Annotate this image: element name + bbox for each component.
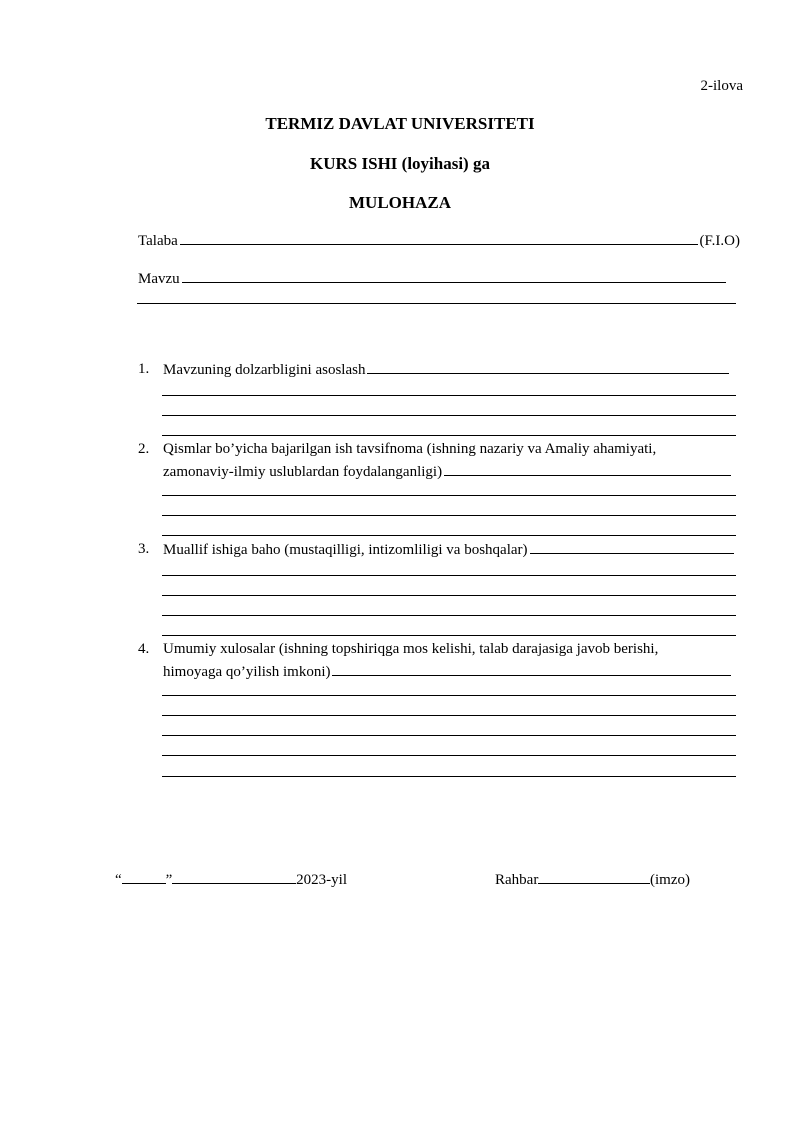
item-1-row xyxy=(163,360,731,379)
topic-row xyxy=(138,269,728,288)
signature-suffix: (imzo) xyxy=(650,872,690,888)
item-3-field[interactable] xyxy=(530,540,734,554)
document-subtitle: KURS ISHI (loyihasi) ga xyxy=(310,154,490,173)
supervisor-label: Rahbar xyxy=(495,872,539,888)
item-3-row xyxy=(163,540,736,559)
item-2-answer-line[interactable] xyxy=(162,535,736,536)
item-4-answer-line[interactable] xyxy=(162,735,736,736)
topic-field[interactable] xyxy=(182,269,726,283)
item-4-answer-line[interactable] xyxy=(162,776,736,777)
student-name-field[interactable] xyxy=(180,231,698,245)
item-3-answer-line[interactable] xyxy=(162,595,736,596)
month-field[interactable] xyxy=(172,870,296,884)
item-4-number: 4. xyxy=(138,641,150,657)
item-4-label-line-1: Umumiy xulosalar (ishning topshiriqga mos kelishi, talab darajasiga javob berishi, xyxy=(163,641,659,657)
item-2-answer-line[interactable] xyxy=(162,515,736,516)
item-4-row xyxy=(163,662,733,681)
university-name: TERMIZ DAVLAT UNIVERSITETI xyxy=(265,114,535,133)
student-label: Talaba xyxy=(138,233,178,249)
item-4-answer-line[interactable] xyxy=(162,695,736,696)
item-3-answer-line[interactable] xyxy=(162,635,736,636)
item-2-field[interactable] xyxy=(444,462,731,476)
item-2-answer-line[interactable] xyxy=(162,495,736,496)
item-4-answer-line[interactable] xyxy=(162,715,736,716)
item-1-label: Mavzuning dolzarbligini asoslash xyxy=(163,362,366,378)
supervisor-row xyxy=(495,870,690,889)
document-title: MULOHAZA xyxy=(349,193,451,212)
topic-field-continued[interactable] xyxy=(137,303,736,304)
item-4-answer-line[interactable] xyxy=(162,755,736,756)
item-2-row xyxy=(163,462,733,481)
item-3-label: Muallif ishiga baho (mustaqilligi, intizomliligi va boshqalar) xyxy=(163,542,528,558)
item-1-number: 1. xyxy=(138,361,150,377)
item-2-number: 2. xyxy=(138,441,150,457)
item-2-label-line-1: Qismlar bo’yicha bajarilgan ish tavsifnoma (ishning nazariy va Amaliy ahamiyati, xyxy=(163,441,657,457)
student-suffix: (F.I.O) xyxy=(699,233,740,249)
date-open-quote: “ xyxy=(115,872,122,888)
date-close-quote: ” xyxy=(165,872,173,888)
item-4-field[interactable] xyxy=(332,662,731,676)
annex-label: 2-ilova xyxy=(700,78,743,94)
item-3-answer-line[interactable] xyxy=(162,575,736,576)
day-field[interactable] xyxy=(122,870,166,884)
item-4-label-line-2: himoyaga qo’yilish imkoni) xyxy=(163,664,331,680)
year-label: 2023-yil xyxy=(296,872,347,888)
item-2-label-line-2: zamonaviy-ilmiy uslublardan foydalanganligi) xyxy=(163,464,443,480)
item-1-answer-line[interactable] xyxy=(162,415,736,416)
date-row xyxy=(115,870,347,889)
item-3-answer-line[interactable] xyxy=(162,615,736,616)
signature-field[interactable] xyxy=(538,870,650,884)
item-1-answer-line[interactable] xyxy=(162,395,736,396)
topic-label: Mavzu xyxy=(138,271,180,287)
item-1-answer-line[interactable] xyxy=(162,435,736,436)
item-1-field[interactable] xyxy=(367,360,729,374)
item-3-number: 3. xyxy=(138,541,150,557)
student-row xyxy=(138,231,740,250)
